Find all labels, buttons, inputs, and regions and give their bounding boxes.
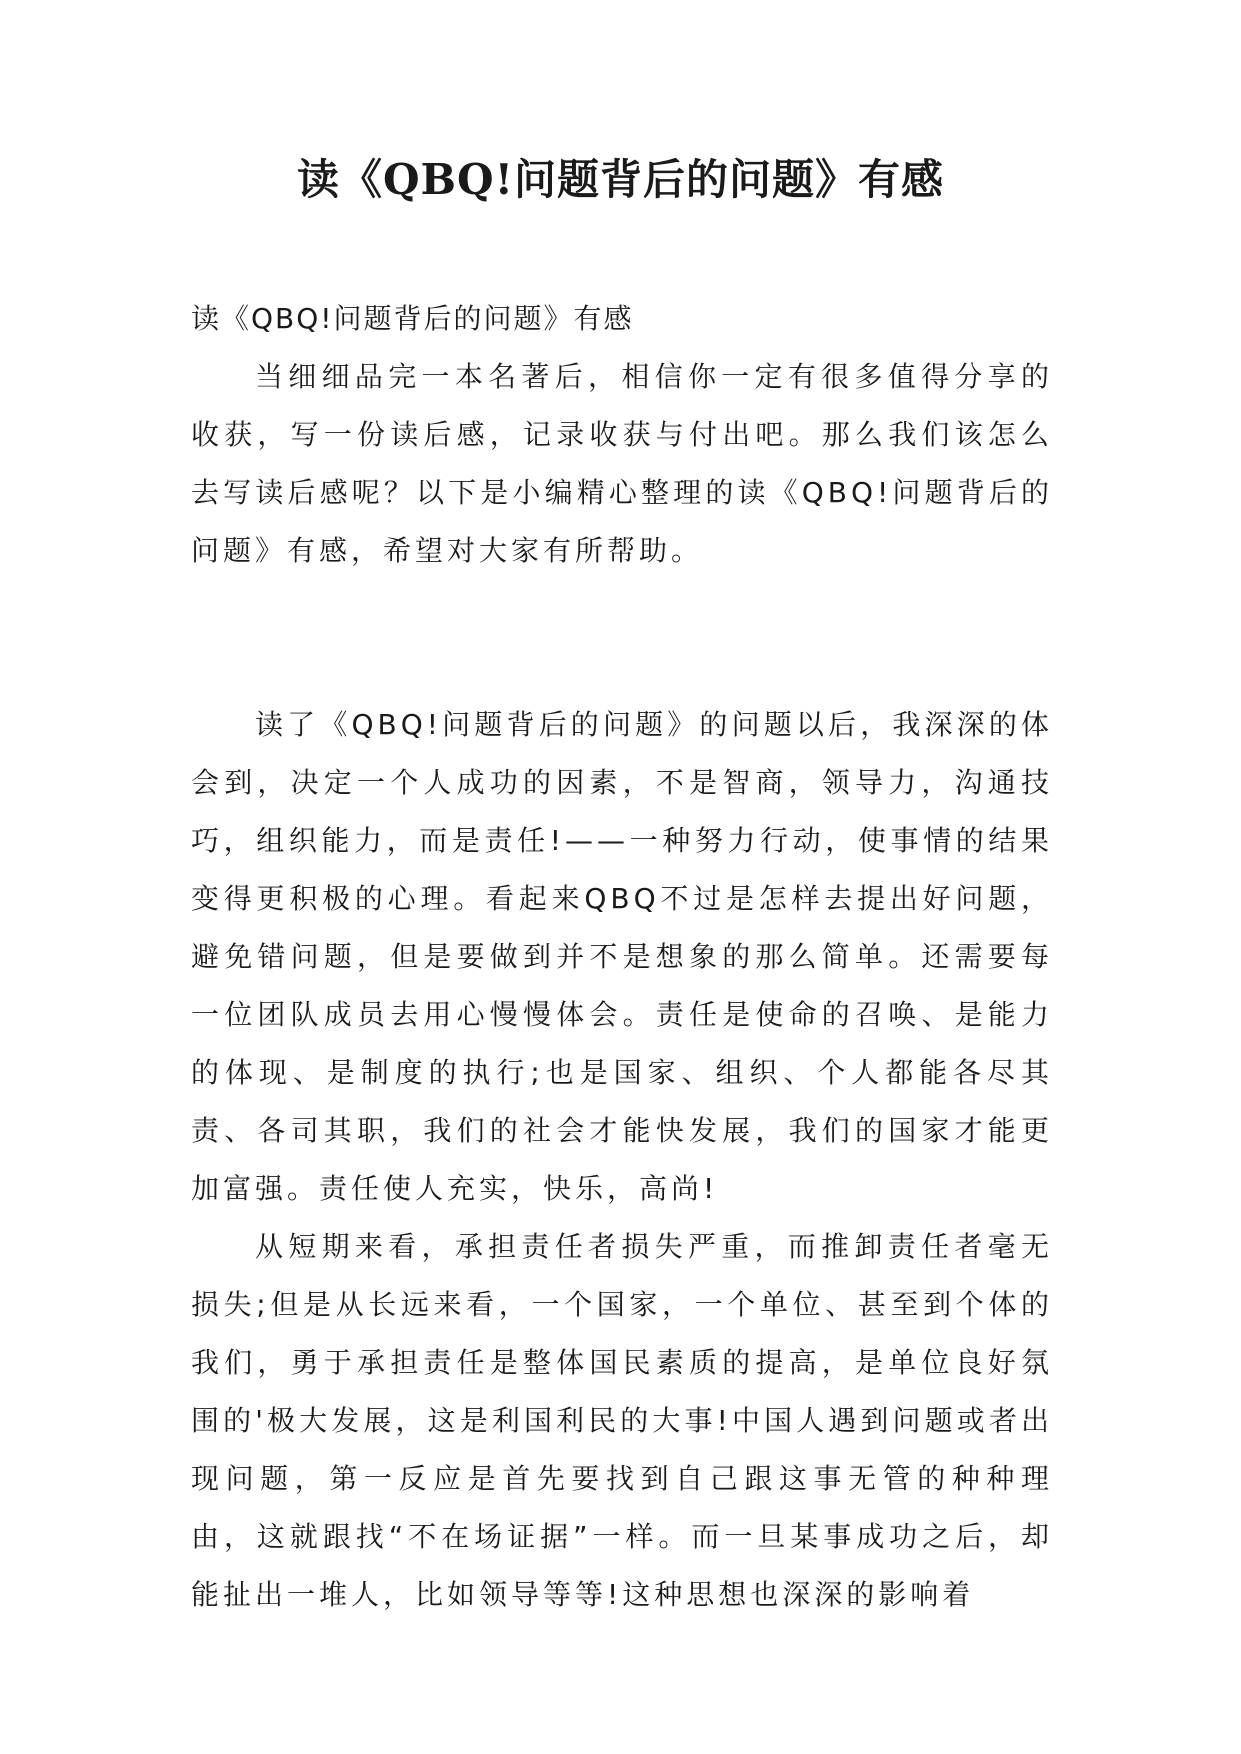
document-title: 读《QBQ!问题背后的问题》有感 <box>296 155 945 204</box>
body-paragraph-1: 读了《QBQ!问题背后的问题》的问题以后，我深深的体会到，决定一个人成功的因素，不是智商，领导力，沟通技巧，组织能力，而是责任!——一种努力行动，使事情的结果变得更积极的心理。看起来QBQ不过是怎样去提出好问题，避免错问题，但是要做到并不是想象的那么简单。还需要每一位团队成员去用心慢慢体会。责任是使命的召唤、是能力的体现、是制度的执行;也是国家、组织、个人都能各尽其责、各司其职，我们的社会才能快发展，我们的国家才能更加富强。责任使人充实，快乐，高尚! <box>191 708 1053 1205</box>
paragraph-spacer <box>191 580 1053 696</box>
body-paragraph-2: 从短期来看，承担责任者损失严重，而推卸责任者毫无损失;但是从长远来看，一个国家，一个单位、甚至到个体的我们，勇于承担责任是整体国民素质的提高，是单位良好氛围的'极大发展，这是利国利民的大事!中国人遇到问题或者出现问题，第一反应是首先要找到自己跟这事无管的种种理由，这就跟找“不在场证据”一样。而一旦某事成功之后，却能扯出一堆人，比如领导等等!这种思想也深深的影响着 <box>191 1230 1053 1611</box>
document-body <box>191 290 1053 1624</box>
intro-paragraph: 当细细品完一本名著后，相信你一定有很多值得分享的收获，写一份读后感，记录收获与付出吧。那么我们该怎么去写读后感呢？以下是小编精心整理的读《QBQ!问题背后的问题》有感，希望对大家有所帮助。 <box>191 360 1053 567</box>
document-subtitle: 读《QBQ!问题背后的问题》有感 <box>191 302 634 335</box>
